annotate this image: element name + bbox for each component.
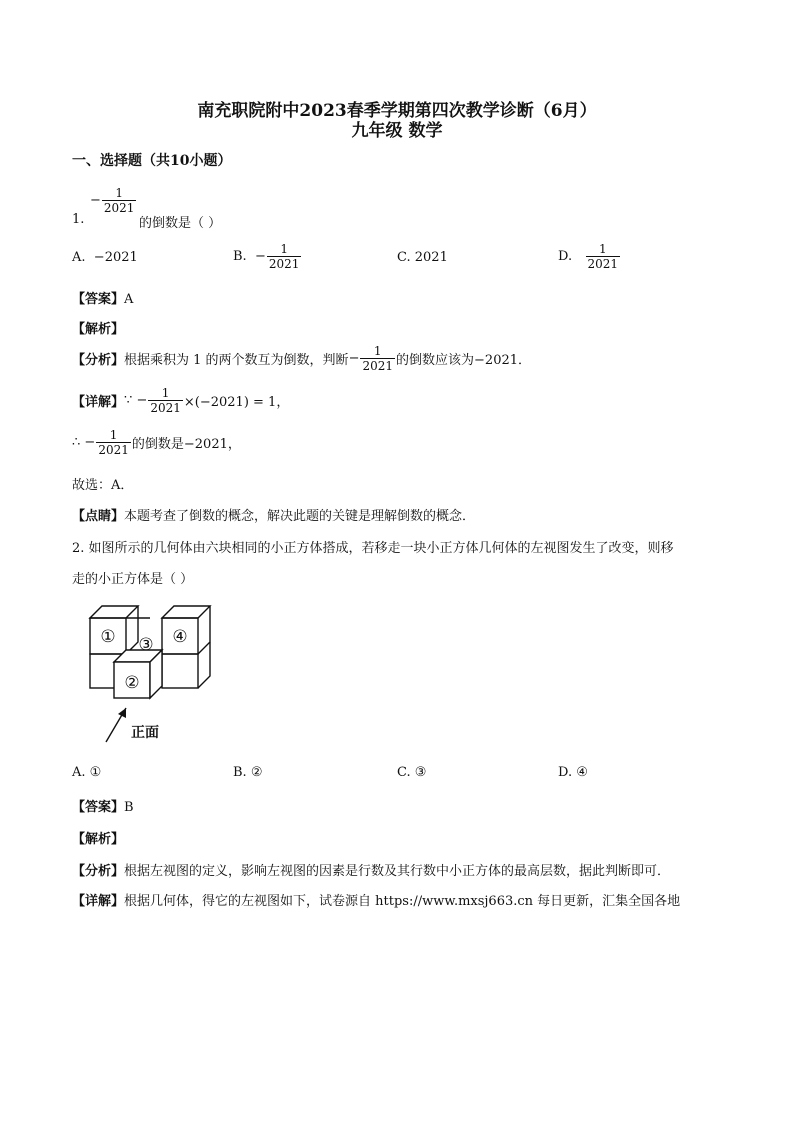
q1-fenxi-fraction — [360, 344, 395, 373]
q1-number: 1. — [72, 212, 85, 227]
q2-option-c-label: C. — [397, 765, 411, 780]
q2-option-a[interactable] — [72, 765, 101, 780]
q1-option-a-text: −2021 — [93, 250, 138, 265]
q2-answer-value: B — [124, 800, 134, 815]
q2-fenxi-tag: 【分析】 — [72, 864, 125, 879]
q1-option-d-fraction — [586, 242, 621, 271]
q2-fenxi — [72, 860, 670, 879]
q1-neg-sign: − — [90, 193, 101, 208]
q1-option-b-num: 1 — [267, 242, 302, 257]
q2-option-a-text: ① — [89, 765, 102, 780]
q1-choose: 故选：A． — [72, 478, 134, 493]
q1-frac-num: 1 — [102, 186, 137, 201]
q2-analysis-tag: 【解析】 — [72, 832, 125, 847]
q1-fenxi-den: 2021 — [362, 359, 394, 373]
q2-xiangjie-tag: 【详解】 — [72, 894, 125, 909]
front-label: 正面 — [131, 725, 159, 741]
cube-label-1: ① — [100, 627, 116, 647]
q1-option-b-den: 2021 — [268, 257, 300, 271]
q1-option-d-den: 2021 — [587, 257, 619, 271]
q1-xj-mid: ×(−2021) = 1， — [183, 395, 290, 410]
q1-answer-value: A — [124, 292, 134, 307]
q1-xiangjie — [72, 386, 289, 415]
q1-option-a[interactable] — [72, 250, 138, 265]
cube-label-4: ④ — [172, 627, 188, 647]
cube-1-top — [90, 606, 138, 618]
q1-option-d[interactable] — [558, 242, 621, 271]
q1-xj-num: 1 — [148, 386, 183, 401]
q1-option-d-num: 1 — [586, 242, 621, 257]
q1-ther-den: 2021 — [98, 443, 129, 457]
q2-option-d-label: D. — [558, 765, 573, 780]
q1-stem-fraction — [90, 186, 137, 215]
q1-option-b[interactable] — [233, 242, 302, 271]
q2-answer — [72, 796, 134, 815]
q1-xj-fraction — [148, 386, 183, 415]
q1-option-b-label: B. — [233, 249, 247, 264]
q1-xj-neg: − — [136, 393, 148, 408]
q1-analysis-tag: 【解析】 — [72, 322, 125, 337]
q1-ther-post: 的倒数是 — [131, 437, 184, 452]
q1-dianjing-text: 本题考查了倒数的概念，解决此题的关键是理解倒数的概念． — [124, 509, 476, 524]
q1-frac-den: 2021 — [103, 201, 135, 215]
q1-option-c-text: 2021 — [414, 250, 448, 265]
cube-label-3: ③ — [138, 635, 154, 655]
q2-option-b[interactable] — [233, 765, 262, 780]
q2-answer-tag: 【答案】 — [72, 800, 125, 815]
cube-lower-right — [162, 654, 198, 688]
q1-option-a-label: A. — [72, 250, 86, 265]
cube-label-2: ② — [124, 673, 140, 693]
q1-ther-value: −2021， — [183, 437, 241, 452]
q1-answer-tag: 【答案】 — [72, 292, 125, 307]
q1-xiangjie-tag: 【详解】 — [72, 395, 125, 410]
q1-xj-den: 2021 — [150, 401, 181, 415]
q2-option-b-text: ② — [250, 765, 263, 780]
q1-ther-num: 1 — [96, 428, 131, 443]
q1-because-symbol: ∵ — [124, 393, 133, 408]
q1-dianjing-tag: 【点睛】 — [72, 509, 125, 524]
cube-4-side — [198, 606, 210, 654]
q2-option-d[interactable] — [558, 765, 588, 780]
q1-answer — [72, 288, 133, 307]
q1-option-b-fraction — [267, 242, 302, 271]
q1-option-b-neg: − — [254, 249, 266, 264]
q2-stem-line1: 2. 如图所示的几何体由六块相同的小正方体搭成，若移走一块小正方体几何体的左视图发生了改变，则移 — [72, 541, 674, 556]
q2-fenxi-text: 根据左视图的定义，影响左视图的因素是行数及其行数中小正方体的最高层数，据此判断即可． — [124, 864, 671, 879]
q2-option-b-label: B. — [233, 765, 247, 780]
q2-option-d-text: ④ — [576, 765, 588, 780]
page-subtitle: 九年级 数学 — [351, 121, 443, 141]
q1-fenxi-tag: 【分析】 — [72, 353, 125, 368]
q1-stem-tail: 的倒数是（ ） — [139, 216, 222, 231]
q1-fenxi-neg: − — [348, 351, 360, 366]
q1-therefore — [72, 428, 241, 457]
cube-1-side — [126, 606, 138, 654]
q1-therefore-symbol: ∴ — [72, 435, 81, 450]
q1-fenxi-num: 1 — [360, 344, 395, 359]
cube-4-top — [162, 606, 210, 618]
q1-fraction — [102, 186, 137, 215]
section-heading: 一、选择题（共10小题） — [72, 153, 232, 169]
q1-fenxi-pre: 根据乘积为 1 的两个数互为倒数，判断 — [124, 353, 349, 368]
q1-ther-neg: − — [84, 435, 96, 450]
q1-option-c-label: C. — [397, 250, 411, 265]
page-title: 南充职院附中2023春季学期第四次教学诊断（6月） — [197, 101, 597, 121]
q2-xiangjie — [72, 890, 680, 909]
q1-dianjing — [72, 505, 475, 524]
q2-option-c-text: ③ — [414, 765, 427, 780]
q1-fenxi-value: −2021． — [474, 353, 532, 368]
q1-option-d-label: D. — [558, 249, 573, 264]
front-arrow-head — [118, 708, 126, 718]
q1-ther-fraction — [96, 428, 131, 457]
q2-option-c[interactable] — [397, 765, 426, 780]
q1-option-c[interactable] — [397, 250, 448, 265]
q1-fenxi-post: 的倒数应该为 — [396, 353, 475, 368]
q2-option-a-label: A. — [72, 765, 86, 780]
q2-xiangjie-text: 根据几何体，得它的左视图如下，试卷源自 https://www.mxsj663.cn 每日更新，汇集全国各地 — [124, 894, 681, 909]
q1-fenxi — [72, 344, 531, 373]
q2-stem-line2: 走的小正方体是（ ） — [72, 572, 194, 587]
